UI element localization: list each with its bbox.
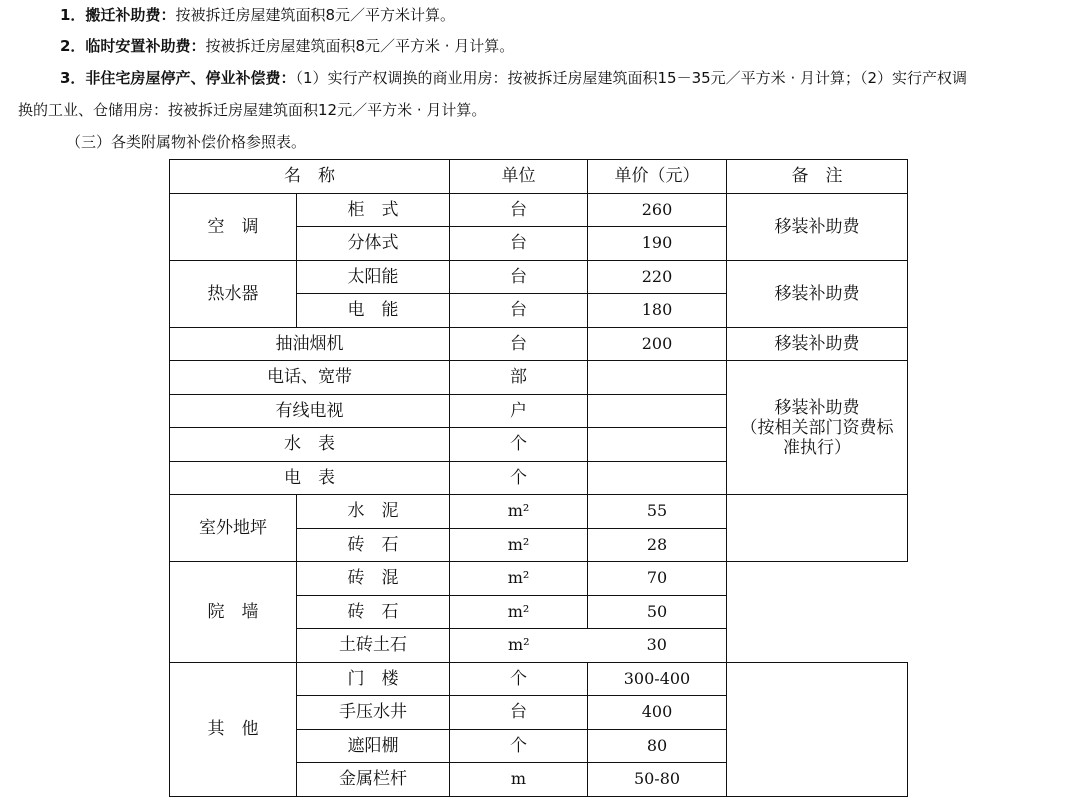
paragraph-business-compensation-cont: 换的工业、仓储用房：按被拆迁房屋建筑面积12元／平方米 · 月计算。: [18, 101, 487, 119]
item-name: 水 泥: [297, 495, 450, 529]
item-name: 砖 石: [297, 595, 450, 629]
paragraph-label: 2．临时安置补助费：: [60, 37, 206, 55]
item-price: 200: [588, 327, 727, 361]
group-outdoor-ground: 室外地坪: [170, 495, 297, 562]
item-unit: 台: [450, 327, 588, 361]
item-unit: 个: [450, 729, 588, 763]
item-price: [588, 461, 727, 495]
header-unit: 单位: [450, 160, 588, 194]
note-line: 准执行）: [783, 437, 851, 458]
item-price: [588, 394, 727, 428]
group-courtyard-wall: 院 墙: [170, 562, 297, 663]
table-header-row: [170, 160, 908, 194]
item-price: 220: [588, 260, 727, 294]
item-name: 遮阳棚: [297, 729, 450, 763]
group-air-conditioner: 空 调: [170, 193, 297, 260]
item-price: 50: [588, 595, 727, 629]
item-unit: 部: [450, 361, 588, 395]
item-note-empty: [727, 562, 908, 663]
item-note: 移装补助费: [727, 327, 908, 361]
item-name: 水 表: [170, 428, 450, 462]
paragraph-label: 3．非住宅房屋停产、停业补偿费：: [60, 69, 296, 87]
item-unit: 台: [450, 696, 588, 730]
item-unit: 个: [450, 461, 588, 495]
item-price: 80: [588, 729, 727, 763]
table-row: [170, 260, 908, 294]
item-unit: m²: [450, 562, 588, 596]
item-name: 电 表: [170, 461, 450, 495]
item-price: 300-400: [588, 662, 727, 696]
note-line: 移装补助费: [774, 397, 860, 418]
item-unit: 台: [450, 227, 588, 261]
item-name: 土砖土石: [297, 629, 450, 663]
table-row: [170, 662, 908, 696]
item-unit: 户: [450, 394, 588, 428]
item-name: 门 楼: [297, 662, 450, 696]
item-unit: m²: [450, 495, 588, 529]
item-unit: m²: [450, 595, 588, 629]
item-price: 190: [588, 227, 727, 261]
paragraph-temporary-resettlement: [60, 31, 514, 62]
item-note: 移装补助费: [727, 260, 908, 327]
paragraph-business-compensation: [60, 63, 967, 94]
table-row: [170, 361, 908, 395]
header-name: 名 称: [170, 160, 450, 194]
item-unit: m²: [450, 528, 588, 562]
table-row: [170, 562, 908, 596]
table-row: [170, 495, 908, 529]
item-name: 分体式: [297, 227, 450, 261]
paragraph-relocation-subsidy: [60, 0, 455, 31]
item-unit: 台: [450, 260, 588, 294]
item-name: 砖 混: [297, 562, 450, 596]
paragraph-text: （1）实行产权调换的商业用房：按被拆迁房屋建筑面积15－35元／平方米 · 月计算；（2）实行产权调: [295, 69, 968, 87]
item-name: 金属栏杆: [297, 763, 450, 797]
item-name: 电 能: [297, 294, 450, 328]
header-price: 单价（元）: [588, 160, 727, 194]
item-name: 手压水井: [297, 696, 450, 730]
item-note: 移装补助费: [727, 193, 908, 260]
item-unit: 个: [450, 662, 588, 696]
table-row: [170, 193, 908, 227]
compensation-table: [169, 159, 908, 797]
table-caption: （三）各类附属物补偿价格参照表。: [66, 133, 307, 151]
item-name: 太阳能: [297, 260, 450, 294]
item-price: [588, 361, 727, 395]
header-note: 备 注: [727, 160, 908, 194]
group-other: 其 他: [170, 662, 297, 796]
note-line: （按相关部门资费标: [740, 417, 894, 438]
paragraph-label: 1．搬迁补助费：: [60, 6, 176, 24]
item-price: 30: [588, 629, 727, 663]
item-price: [588, 428, 727, 462]
table-row: [170, 327, 908, 361]
item-price: 260: [588, 193, 727, 227]
item-price: 70: [588, 562, 727, 596]
paragraph-text: 按被拆迁房屋建筑面积8元／平方米 · 月计算。: [205, 37, 515, 55]
item-name: 电话、宽带: [170, 361, 450, 395]
item-unit: 台: [450, 193, 588, 227]
item-unit: m: [450, 763, 588, 797]
item-unit: 台: [450, 294, 588, 328]
item-name: 有线电视: [170, 394, 450, 428]
group-water-heater: 热水器: [170, 260, 297, 327]
item-name: 柜 式: [297, 193, 450, 227]
item-price: 28: [588, 528, 727, 562]
item-unit: 个: [450, 428, 588, 462]
item-price: 50-80: [588, 763, 727, 797]
item-price: 180: [588, 294, 727, 328]
item-note-multiline: [727, 361, 908, 495]
paragraph-text: 按被拆迁房屋建筑面积8元／平方米计算。: [175, 6, 455, 24]
item-price: 400: [588, 696, 727, 730]
item-note-empty: [727, 495, 908, 562]
item-note-empty: [727, 662, 908, 796]
item-unit: m²: [450, 629, 588, 663]
item-name: 抽油烟机: [170, 327, 450, 361]
item-price: 55: [588, 495, 727, 529]
item-name: 砖 石: [297, 528, 450, 562]
